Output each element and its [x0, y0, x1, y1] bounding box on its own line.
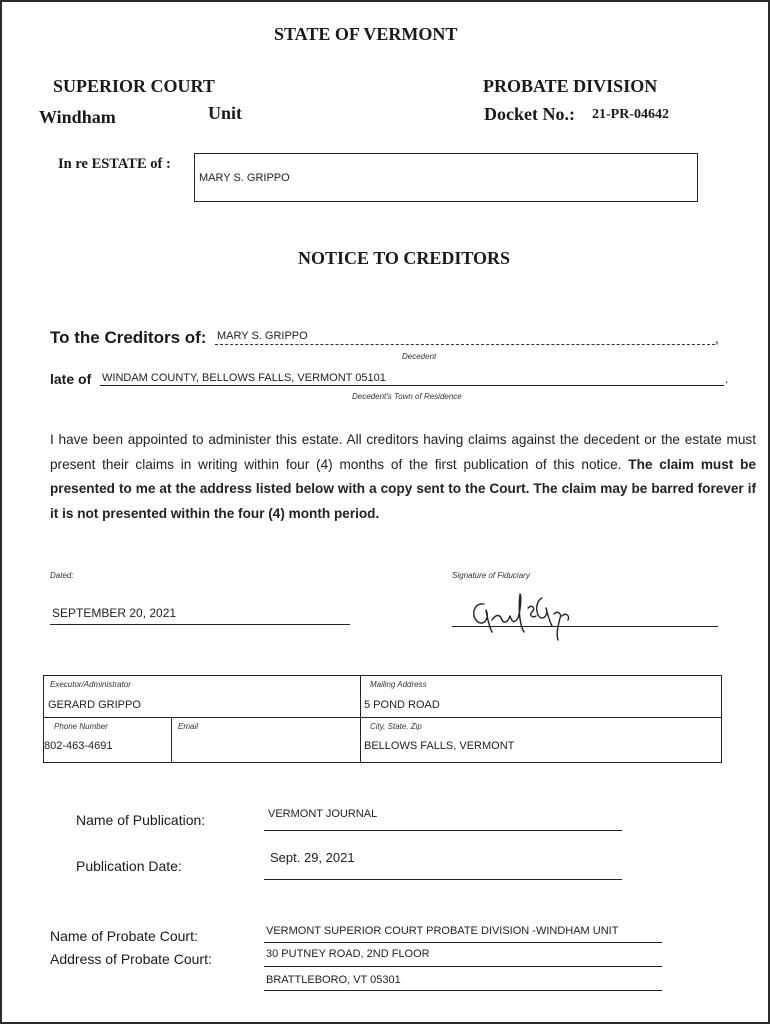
- court-rule-1: [264, 942, 662, 943]
- creditors-label: To the Creditors of:: [50, 328, 207, 347]
- comma: ,: [715, 330, 719, 346]
- executor-value[interactable]: GERARD GRIPPO: [48, 699, 141, 711]
- executor-label: Executor/Administrator: [50, 680, 131, 689]
- phone-value[interactable]: 802-463-4691: [44, 740, 113, 752]
- notice-title: NOTICE TO CREDITORS: [298, 248, 511, 268]
- docket-label: Docket No.:: [484, 104, 575, 124]
- dated-value[interactable]: SEPTEMBER 20, 2021: [52, 606, 177, 620]
- docket-number: 21-PR-04642: [592, 107, 669, 122]
- residence-value[interactable]: WINDAM COUNTY, BELLOWS FALLS, VERMONT 05101: [102, 372, 386, 384]
- court-line-3[interactable]: BRATTLEBORO, VT 05301: [266, 974, 401, 986]
- period: .: [725, 372, 729, 386]
- date-line: [50, 624, 350, 625]
- publication-date-value[interactable]: Sept. 29, 2021: [270, 850, 355, 865]
- city-label: City, State, Zip: [370, 722, 422, 731]
- signature-image: [462, 588, 582, 644]
- table-divider-main: [360, 676, 361, 762]
- phone-label: Phone Number: [54, 722, 108, 731]
- publication-date-line: [264, 879, 622, 880]
- city-value[interactable]: BELLOWS FALLS, VERMONT: [364, 740, 515, 752]
- email-label: Email: [178, 722, 199, 731]
- publication-name-value[interactable]: VERMONT JOURNAL: [268, 808, 378, 820]
- division-heading: PROBATE DIVISION: [483, 76, 658, 96]
- estate-name-box[interactable]: [194, 153, 698, 202]
- table-divider-row: [44, 717, 721, 718]
- dated-label: Dated:: [50, 571, 74, 580]
- decedent-name[interactable]: MARY S. GRIPPO: [217, 330, 308, 342]
- court-line-2[interactable]: 30 PUTNEY ROAD, 2ND FLOOR: [266, 948, 430, 960]
- mailing-value[interactable]: 5 POND ROAD: [364, 699, 440, 711]
- late-of-label: late of: [50, 371, 92, 387]
- estate-label: In re ESTATE of :: [58, 156, 171, 172]
- state-heading: STATE OF VERMONT: [274, 24, 458, 44]
- county-name: Windham: [39, 107, 116, 127]
- publication-date-label: Publication Date:: [76, 858, 182, 874]
- estate-name: MARY S. GRIPPO: [199, 172, 290, 184]
- notice-paragraph: [50, 428, 756, 526]
- decedent-line: [215, 344, 715, 345]
- court-name-label: Name of Probate Court:: [50, 928, 198, 944]
- fiduciary-table: [43, 675, 722, 763]
- signature-line: [452, 626, 718, 627]
- court-heading: SUPERIOR COURT: [53, 76, 215, 96]
- residence-caption: Decedent's Town of Residence: [352, 392, 462, 401]
- residence-line: [100, 385, 724, 386]
- notice-warning: The claim must be presented to me at the address listed below with a copy sent to the Court. The claim may be barred forever if it is not presented within the four (4) month period.: [50, 456, 757, 521]
- publication-name-label: Name of Publication:: [76, 812, 206, 828]
- court-rule-2: [264, 966, 662, 967]
- court-rule-3: [264, 990, 662, 991]
- signature-label: Signature of Fiduciary: [452, 571, 530, 580]
- unit-label: Unit: [208, 103, 243, 123]
- publication-name-line: [264, 830, 622, 831]
- notice-text: I have been appointed to administer this estate. All creditors having claims against the decedent or the estate must present their claims in writing within four (4) months of the first publication of this notice.: [50, 432, 756, 472]
- decedent-caption: Decedent: [402, 352, 437, 361]
- mailing-label: Mailing Address: [370, 680, 427, 689]
- court-line-1[interactable]: VERMONT SUPERIOR COURT PROBATE DIVISION -WINDHAM UNIT: [266, 925, 619, 937]
- table-divider-email: [171, 717, 172, 762]
- court-address-label: Address of Probate Court:: [50, 951, 212, 967]
